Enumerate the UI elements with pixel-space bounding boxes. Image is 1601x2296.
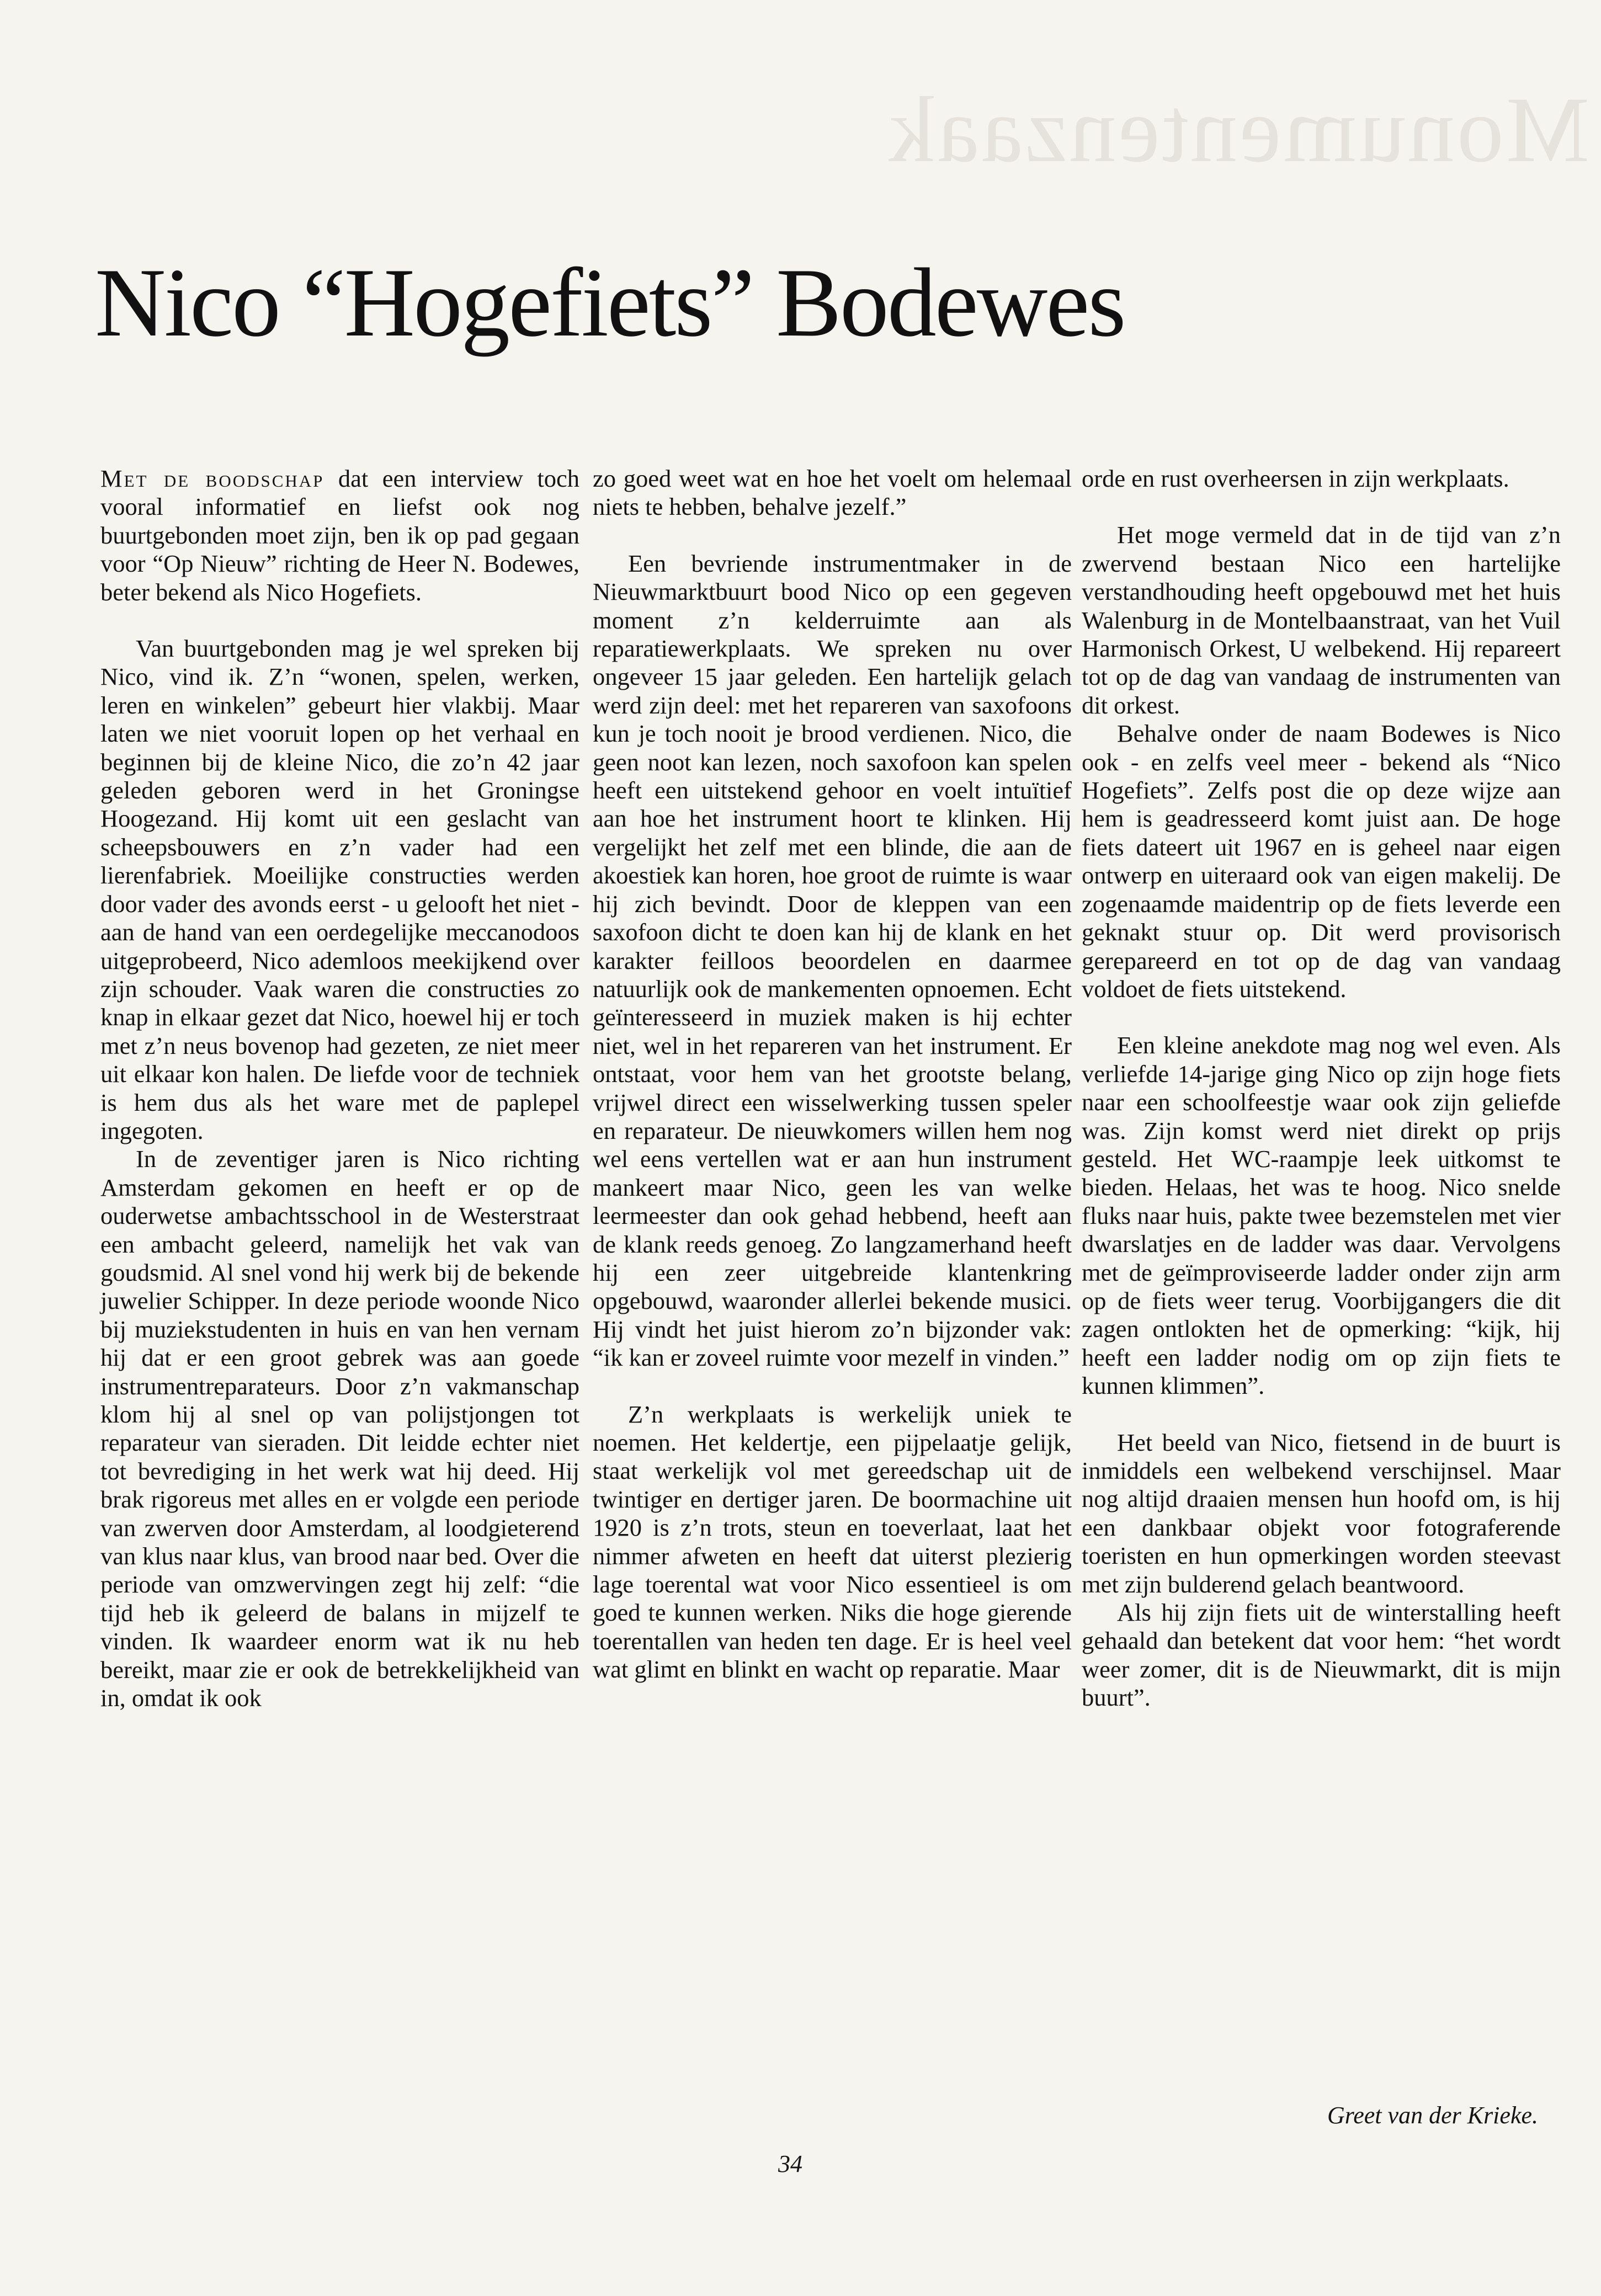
text-column-3 (1082, 465, 1561, 1712)
paragraph: Van buurtgebonden mag je wel spreken bij Nico, vind ik. Z’n “wonen, spelen, werken, leren en winkelen” gebeurt hier vlakbij. Maar laten we niet vooruit lopen op het verhaal en beginnen bij de kleine Nico, die zo’n 42 jaar geleden geboren werd in het Groningse Hoogezand. Hij komt uit een geslacht van scheepsbouwers en z’n vader had een lierenfabriek. Moeilijke constructies werden door vader des avonds eerst - u gelooft het niet - aan de hand van een oerdegelijke meccanodoos uitgeprobeerd, Nico ademloos meekijkend over zijn schouder. Vaak waren die constructies zo knap in elkaar gezet dat Nico, hoewel hij er toch met z’n neus bovenop had gezeten, ze niet meer uit elkaar kon halen. De liefde voor de techniek is hem dus als het ware met de paplepel ingegoten. (100, 635, 579, 1144)
paragraph: orde en rust overheersen in zijn werkplaats. (1082, 465, 1509, 492)
paragraph: Het beeld van Nico, fietsend in de buurt is inmiddels een welbekend verschijnsel. Maar nog altijd draaien mensen hun hoofd om, is hij een dankbaar objekt voor fotograferende toeristen en hun opmerkingen worden steevast met zijn bulderend gelach beantwoord. (1082, 1428, 1561, 1598)
text-column-2 (593, 465, 1072, 1684)
paragraph (100, 465, 579, 606)
article-title: Nico “Hogefiets” Bodewes (95, 248, 1125, 357)
paragraph: Het moge vermeld dat in de tijd van z’n zwervend bestaan Nico een hartelijke verstandhouding heeft opgebouwd met het huis Walenburg in de Montelbaanstraat, van het Vuil Harmonisch Orkest, U welbekend. Hij repareert tot op de dag van vandaag de instrumenten van dit orkest. (1082, 521, 1561, 719)
paragraph: Als hij zijn fiets uit de winterstalling heeft gehaald dan betekent dat voor hem: “het wordt weer zomer, dit is de Nieuwmarkt, dit is mijn buurt”. (1082, 1599, 1561, 1712)
paragraph: Een bevriende instrumentmaker in de Nieuwmarktbuurt bood Nico op een gegeven moment z’n kelderruimte aan als reparatiewerkplaats. We spreken nu over ongeveer 15 jaar geleden. Een hartelijk gelach werd zijn deel: met het repareren van saxofoons kun je toch nooit je brood verdienen. Nico, die geen noot kan lezen, noch saxofoon kan spelen heeft een uitstekend gehoor en voelt intuïtief aan hoe het instrument hoort te klinken. Hij vergelijkt het zelf met een blinde, die aan de akoestiek kan horen, hoe groot de ruimte is waar hij zich bevindt. Door de kleppen van een saxofoon dicht te doen kan hij de klank en het karakter feilloos beoordelen en daarmee natuurlijk ook de mankementen opnoemen. Echt geïnteresseerd in muziek maken is hij echter niet, wel in het repareren van het instrument. Er ontstaat, voor hem van het grootste belang, vrijwel direct een wisselwerking tussen speler en reparateur. De nieuwkomers willen hem nog wel eens vertellen wat er aan hun instrument mankeert maar Nico, geen les van welke leermeester dan ook gehad hebbend, heeft aan de klank reeds genoeg. Zo langzamerhand heeft hij een zeer uitgebreide klantenkring opgebouwd, waaronder allerlei bekende musici. Hij vindt het juist hierom zo’n bijzonder vak: “ik kan er zoveel ruimte voor mezelf in vinden.” (593, 549, 1072, 1372)
paragraph: Behalve onder de naam Bodewes is Nico ook - en zelfs veel meer - bekend als “Nico Hogefiets”. Zelfs post die op deze wijze aan hem is geadresseerd komt juist aan. De hoge fiets dateert uit 1967 en is geheel naar eigen ontwerp en uiteraard ook van eigen makelij. De zogenaamde maidentrip op de fiets leverde een geknakt stuur op. Dit werd provisorisch gerepareerd en tot op de dag van vandaag voldoet de fiets uitstekend. (1082, 720, 1561, 1003)
bleed-through-heading: Monumentenzaak (886, 78, 1589, 182)
paragraph: zo goed weet wat en hoe het voelt om helemaal niets te hebben, behalve jezelf.” (593, 465, 1072, 521)
author-signature: Greet van der Krieke. (1327, 2102, 1538, 2129)
page-number: 34 (778, 2150, 802, 2177)
paragraph: Een kleine anekdote mag nog wel even. Als verliefde 14-jarige ging Nico op zijn hoge fiets naar een schoolfeestje waar ook zijn geliefde was. Zijn komst werd niet direkt op prijs gesteld. Het WC-raampje leek uitkomst te bieden. Helaas, het was te hoog. Nico snelde fluks naar huis, pakte twee bezemstelen met vier dwarslatjes en de ladder was daar. Vervolgens met de geïmproviseerde ladder onder zijn arm op de fiets weer terug. Voorbijgangers die dit zagen ontlokten het de opmerking: “kijk, hij heeft een ladder nodig om op zijn fiets te kunnen klimmen”. (1082, 1031, 1561, 1400)
paragraph: In de zeventiger jaren is Nico richting Amsterdam gekomen en heeft er op de ouderwetse ambachtsschool in de Westerstraat een ambacht geleerd, namelijk het vak van goudsmid. Al snel vond hij werk bij de bekende juwelier Schipper. In deze periode woonde Nico bij muziekstudenten in huis en van hen vernam hij dat er een groot gebrek was aan goede instrumentreparateurs. Door z’n vakmanschap klom hij al snel op van polijstjongen tot reparateur van sieraden. Dit leidde echter niet tot bevrediging in het werk wat hij deed. Hij brak rigoreus met alles en er volgde een periode van zwerven door Amsterdam, al loodgieterend van klus naar klus, van brood naar bed. Over die periode van omzwervingen zegt hij zelf: “die tijd heb ik geleerd de balans in mijzelf te vinden. Ik waardeer enorm wat ik nu heb bereikt, maar zie er ook de betrekkelijkheid van in, omdat ik ook (100, 1145, 579, 1712)
paragraph-text: dat een interview toch vooral informatief en liefst ook nog buurtgebonden moet zijn, ben ik op pad gegaan voor “Op Nieuw” richting de Heer N. Bodewes, beter bekend als Nico Hogefiets. (100, 465, 579, 606)
text-column-1 (100, 465, 579, 1712)
paragraph: Z’n werkplaats is werkelijk uniek te noemen. Het keldertje, een pijpelaatje gelijk, staat werkelijk vol met gereedschap uit de twintiger en dertiger jaren. De boormachine uit 1920 is z’n trots, steun en toeverlaat, laat het nimmer afweten en heeft dat uiterst plezierig lage toerental wat voor Nico essentieel is om goed te kunnen werken. Niks die hoge gierende toerentallen van heden ten dage. Er is heel veel wat glimt en blinkt en wacht op reparatie. Maar (593, 1400, 1072, 1684)
lead-in: Met de boodschap (100, 465, 325, 492)
